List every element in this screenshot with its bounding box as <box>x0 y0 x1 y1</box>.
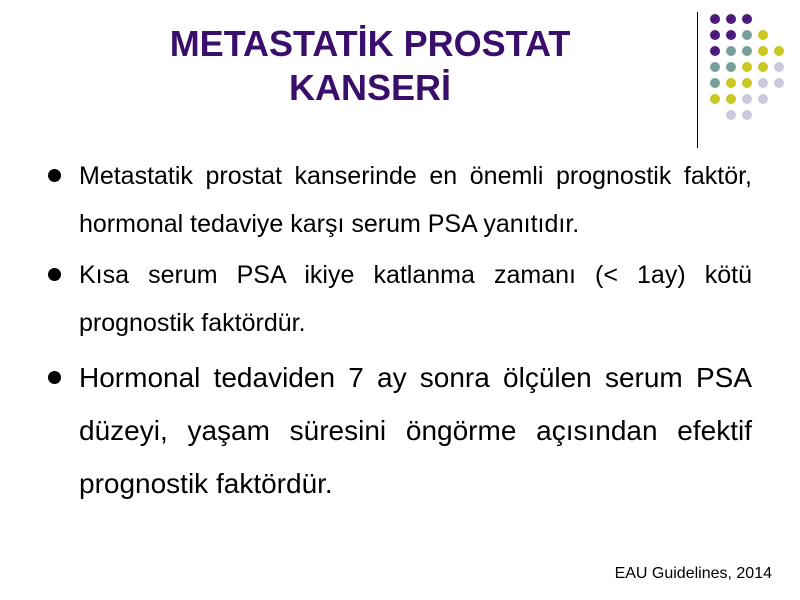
decorative-dot <box>742 94 752 104</box>
slide-title <box>60 22 680 110</box>
bullet-text: Metastatik prostat kanserinde en önemli prognostik faktör, hormonal tedaviye karşı serum PSA yanıtıdır. <box>79 162 752 238</box>
decorative-dot <box>726 62 736 72</box>
decorative-dot <box>726 46 736 56</box>
decorative-dot <box>726 94 736 104</box>
decorative-dot <box>758 30 768 40</box>
decorative-dot <box>726 78 736 88</box>
decorative-dot <box>774 46 784 56</box>
decorative-dot <box>710 62 720 72</box>
title-line-1: METASTATİK PROSTAT <box>169 23 571 64</box>
decorative-dot <box>710 78 720 88</box>
decorative-dot-grid <box>710 14 790 126</box>
decorative-dot <box>742 62 752 72</box>
decorative-dot <box>774 78 784 88</box>
decorative-dot <box>742 78 752 88</box>
decorative-dot <box>710 46 720 56</box>
decorative-dot <box>758 62 768 72</box>
source-citation: EAU Guidelines, 2014 <box>614 565 772 582</box>
title-line-2: KANSERİ <box>288 67 452 108</box>
decorative-dot <box>710 14 720 24</box>
decorative-dot <box>758 94 768 104</box>
bullet-item <box>44 152 752 248</box>
decorative-dot <box>726 14 736 24</box>
bullet-dot-icon <box>48 268 61 281</box>
bullet-dot-icon <box>48 169 61 182</box>
decorative-dot <box>774 62 784 72</box>
decorative-dot <box>758 46 768 56</box>
decorative-dot <box>726 110 736 120</box>
bullet-text: Hormonal tedaviden 7 ay sonra ölçülen serum PSA düzeyi, yaşam süresini öngörme açısından efektif prognostik faktördür. <box>79 362 752 499</box>
decorative-dot <box>726 30 736 40</box>
decorative-dot <box>742 110 752 120</box>
decorative-dot <box>710 30 720 40</box>
decorative-dot <box>742 46 752 56</box>
decorative-dot <box>758 78 768 88</box>
bullet-text: Kısa serum PSA ikiye katlanma zamanı (< 1ay) kötü prognostik faktördür. <box>79 261 752 337</box>
bullet-dot-icon <box>48 371 61 384</box>
bullet-item <box>44 351 752 510</box>
bullet-list <box>44 152 752 510</box>
vertical-divider <box>697 12 698 148</box>
decorative-dot <box>742 30 752 40</box>
decorative-dot <box>742 14 752 24</box>
decorative-dot <box>710 94 720 104</box>
bullet-item <box>44 251 752 347</box>
